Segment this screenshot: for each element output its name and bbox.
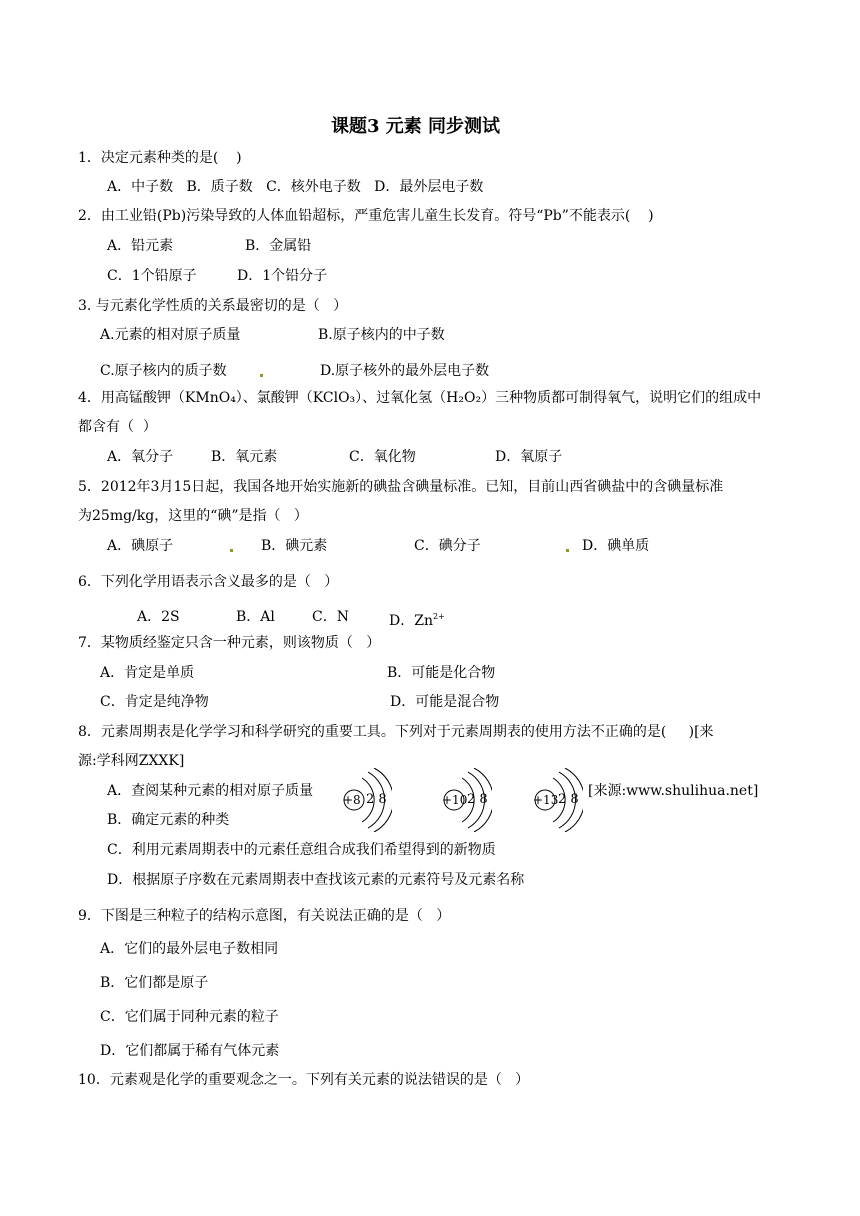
question-7-option-a: A．肯定是单质 (100, 665, 195, 681)
question-2-option-a: A．铅元素 (107, 238, 174, 254)
question-6-option-d-text: D．Zn (389, 613, 433, 629)
question-3-stem: 3. 与元素化学性质的关系最密切的是（ ） (78, 298, 348, 314)
question-5-option-c: C．碘分子 (414, 538, 481, 554)
question-4-stem: 4．用高锰酸钾（KMnO₄）、氯酸钾（KClO₃）、过氧化氢（H₂O₂）三种物质都可制得氧气，说明它们的组成中 (78, 390, 762, 406)
source-note: [来源:www.shulihua.net] (588, 783, 759, 799)
question-6-option-d-charge: 2+ (432, 612, 445, 621)
atom-3-nucleus: +13 (533, 793, 559, 807)
question-10-stem: 10．元素观是化学的重要观念之一。下列有关元素的说法错误的是（ ） (78, 1072, 530, 1088)
question-7-option-b: B．可能是化合物 (387, 665, 496, 681)
question-4-stem-cont: 都含有（ ） (78, 419, 157, 435)
question-8-stem-cont: 源:学科网ZXXK] (78, 753, 185, 769)
decorative-dot (566, 549, 569, 552)
question-6-stem: 6．下列化学用语表示含义最多的是（ ） (78, 574, 339, 590)
question-6-option-b: B．Al (236, 609, 275, 625)
page-title: 课题3 元素 同步测试 (331, 116, 501, 137)
question-2-option-b: B．金属铅 (245, 238, 312, 254)
atom-2-nucleus: +10 (442, 793, 468, 807)
question-5-option-a: A．碘原子 (107, 538, 174, 554)
question-2-option-d: D．1个铅分子 (237, 268, 328, 284)
atom-diagram-2 (432, 768, 492, 832)
question-9-stem: 9．下图是三种粒子的结构示意图，有关说法正确的是（ ） (78, 908, 451, 924)
decorative-dot (230, 549, 233, 552)
question-9-option-c: C．它们属于同种元素的粒子 (100, 1009, 279, 1025)
question-7-option-d: D．可能是混合物 (390, 694, 500, 710)
atom-diagram-3 (523, 768, 583, 832)
atom-2-shells: 2 8 (467, 792, 488, 807)
question-4-option-b: B．氧元素 (211, 449, 278, 465)
question-7-stem: 7．某物质经鉴定只含一种元素，则该物质（ ） (78, 635, 381, 651)
atom-1-nucleus: +8 (343, 793, 361, 807)
question-8-stem: 8．元素周期表是化学学习和科学研究的重要工具。下列对于元素周期表的使用方法不正确的是( )[来 (78, 724, 714, 740)
question-4-option-c: C．氧化物 (349, 449, 416, 465)
question-9-option-b: B．它们都是原子 (100, 975, 209, 991)
question-4-option-d: D．氧原子 (495, 449, 563, 465)
atom-diagram-1 (332, 768, 392, 832)
question-9-option-a: A．它们的最外层电子数相同 (100, 941, 279, 957)
question-1-stem: 1．决定元素种类的是( ) (78, 150, 242, 166)
question-5-option-d: D．碘单质 (582, 538, 650, 554)
question-3-option-b: B.原子核内的中子数 (318, 327, 445, 343)
question-1-options: A．中子数 B．质子数 C．核外电子数 D．最外层电子数 (107, 179, 484, 195)
question-3-option-a: A.元素的相对原子质量 (100, 327, 241, 343)
question-4-option-a: A．氧分子 (107, 449, 174, 465)
question-6-option-a: A．2S (137, 609, 180, 625)
question-7-option-c: C．肯定是纯净物 (100, 694, 209, 710)
atom-3-shells: 2 8 (558, 792, 579, 807)
question-5-stem-cont: 为25mg/kg，这里的“碘”是指（ ） (78, 508, 308, 524)
question-2-stem: 2．由工业铅(Pb)污染导致的人体血铅超标，严重危害儿童生长发育。符号“Pb”不能表示( ) (78, 208, 654, 224)
question-8-option-c: C．利用元素周期表中的元素任意组合成我们希望得到的新物质 (107, 842, 496, 858)
question-3-option-d: D.原子核外的最外层电子数 (320, 363, 490, 379)
question-6-option-c: C．N (312, 609, 349, 625)
question-5-stem: 5．2012年3月15日起，我国各地开始实施新的碘盐含碘量标准。已知，目前山西省碘盐中的含碘量标准 (78, 479, 724, 495)
question-6-option-d (389, 608, 445, 630)
question-2-option-c: C．1个铅原子 (107, 268, 197, 284)
question-5-option-b: B．碘元素 (261, 538, 328, 554)
question-9-option-d: D．它们都属于稀有气体元素 (100, 1043, 280, 1059)
question-8-option-b: B．确定元素的种类 (107, 812, 230, 828)
atom-1-shells: 2 8 (366, 792, 387, 807)
question-3-option-c: C.原子核内的质子数 (100, 363, 227, 379)
question-8-option-d: D．根据原子序数在元素周期表中查找该元素的元素符号及元素名称 (107, 872, 525, 888)
question-8-option-a: A．查阅某种元素的相对原子质量 (107, 783, 314, 799)
decorative-dot (260, 374, 263, 377)
